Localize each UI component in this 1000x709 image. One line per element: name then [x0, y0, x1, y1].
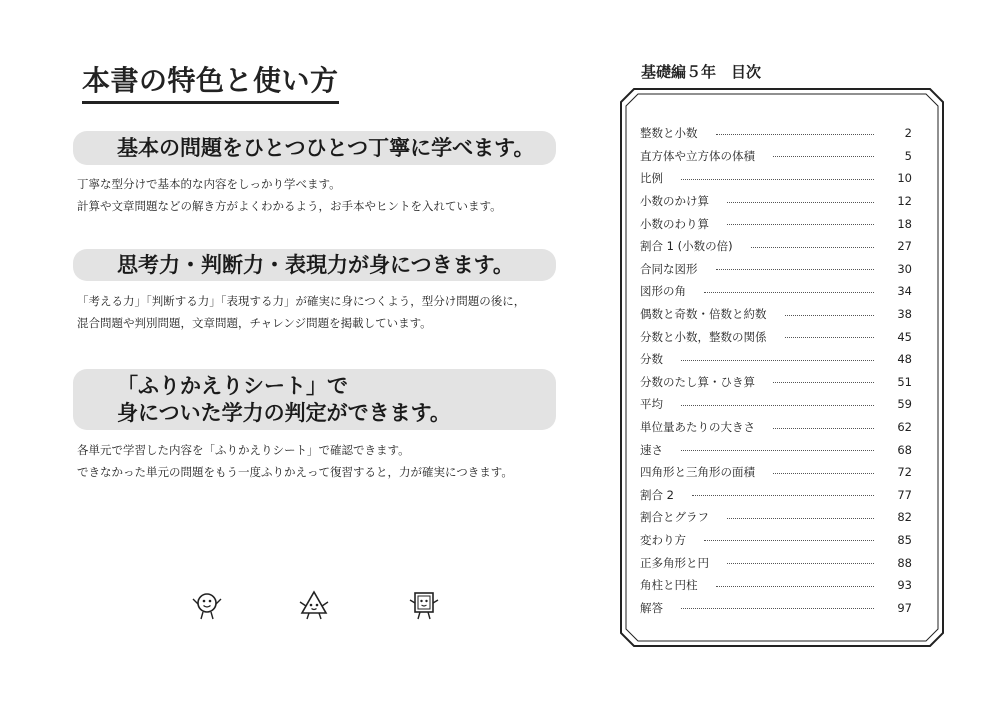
toc-item	[640, 235, 912, 258]
page-title: 本書の特色と使い方	[82, 64, 339, 104]
toc-item-page: 68	[897, 442, 912, 457]
toc-leader-dots	[681, 450, 874, 451]
feature-text-line: 「考える力」「判断する力」「表現する力」が確実に身につくよう，型分け問題の後に，	[77, 294, 526, 308]
toc-item-label: 小数のわり算	[640, 216, 709, 231]
toc-item-page: 48	[897, 352, 912, 367]
toc-item	[640, 371, 912, 394]
toc-item	[640, 416, 912, 439]
toc-item	[640, 325, 912, 348]
toc-item-page: 34	[897, 284, 912, 299]
toc-item-label: 平均	[640, 397, 663, 412]
toc-list	[640, 122, 912, 619]
toc-leader-dots	[785, 337, 875, 338]
feature-text-thinking	[77, 290, 525, 334]
toc-item-label: 正多角形と円	[640, 555, 709, 570]
toc-item	[640, 303, 912, 326]
toc-item-page: 82	[897, 510, 912, 525]
toc-item	[640, 596, 912, 619]
toc-item	[640, 348, 912, 371]
toc-leader-dots	[704, 540, 874, 541]
toc-leader-dots	[716, 586, 875, 587]
toc-leader-dots	[681, 405, 874, 406]
toc-leader-dots	[716, 269, 875, 270]
toc-item-label: 速さ	[640, 442, 663, 457]
toc-item-page: 18	[897, 216, 912, 231]
toc-item-page: 93	[897, 578, 912, 593]
toc-item-label: 比例	[640, 171, 663, 186]
toc-leader-dots	[704, 292, 874, 293]
feature-heading-thinking: 思考力・判断力・表現力が身につきます。	[73, 249, 556, 281]
toc-leader-dots	[681, 608, 874, 609]
toc-item	[640, 145, 912, 168]
toc-leader-dots	[773, 156, 874, 157]
toc-item-label: 小数のかけ算	[640, 194, 709, 209]
feature-text-basic	[77, 173, 502, 217]
feature-text-line: 計算や文章問題などの解き方がよくわかるよう，お手本やヒントを入れています。	[77, 199, 502, 213]
toc-item-page: 27	[897, 239, 912, 254]
toc-item-page: 38	[897, 307, 912, 322]
triangle-mascot-icon	[297, 588, 331, 622]
toc-item-label: 単位量あたりの大きさ	[640, 420, 755, 435]
toc-leader-dots	[727, 202, 874, 203]
toc-leader-dots	[681, 179, 874, 180]
feature-heading-basic: 基本の問題をひとつひとつ丁寧に学べます。	[73, 131, 556, 165]
toc-item-label: 偶数と奇数・倍数と約数	[640, 307, 767, 322]
toc-item-page: 30	[897, 261, 912, 276]
toc-item-page: 5	[904, 148, 912, 163]
toc-leader-dots	[773, 382, 874, 383]
toc-leader-dots	[727, 518, 874, 519]
toc-item-label: 四角形と三角形の面積	[640, 465, 755, 480]
toc-leader-dots	[773, 428, 874, 429]
toc-item-label: 分数のたし算・ひき算	[640, 374, 755, 389]
toc-item-label: 合同な図形	[640, 261, 698, 276]
feature-heading-line: 身についた学力の判定ができます。	[117, 401, 451, 425]
toc-item-page: 72	[897, 465, 912, 480]
feature-text-line: できなかった単元の問題をもう一度ふりかえって復習すると，力が確実につきます。	[77, 465, 513, 479]
toc-item-page: 59	[897, 397, 912, 412]
toc-item-page: 85	[897, 532, 912, 547]
toc-item-page: 2	[904, 126, 912, 141]
feature-heading-line: 「ふりかえりシート」で	[117, 374, 348, 398]
toc-item-label: 分数	[640, 352, 663, 367]
toc-item	[640, 461, 912, 484]
toc-item-page: 51	[897, 374, 912, 389]
toc-item-label: 分数と小数，整数の関係	[640, 329, 767, 344]
feature-text-line: 混合問題や判別問題，文章問題，チャレンジ問題を掲載しています。	[77, 316, 432, 330]
toc-item-label: 図形の角	[640, 284, 686, 299]
toc-item	[640, 438, 912, 461]
toc-leader-dots	[681, 360, 874, 361]
toc-item	[640, 122, 912, 145]
toc-item	[640, 506, 912, 529]
toc-leader-dots	[751, 247, 874, 248]
toc-item	[640, 574, 912, 597]
toc-title: 基礎編５年 目次	[641, 63, 762, 81]
toc-item-label: 割合とグラフ	[640, 510, 709, 525]
square-mascot-icon	[407, 588, 441, 622]
toc-item-label: 整数と小数	[640, 126, 698, 141]
toc-leader-dots	[727, 563, 874, 564]
toc-leader-dots	[727, 224, 874, 225]
toc-item	[640, 393, 912, 416]
toc-item-page: 62	[897, 420, 912, 435]
toc-item	[640, 167, 912, 190]
toc-leader-dots	[692, 495, 874, 496]
toc-item-page: 77	[897, 487, 912, 502]
toc-item-label: 変わり方	[640, 532, 686, 547]
toc-item-page: 88	[897, 555, 912, 570]
toc-item-page: 97	[897, 600, 912, 615]
toc-item-page: 45	[897, 329, 912, 344]
feature-text-review	[77, 439, 513, 483]
feature-heading-review	[73, 369, 556, 430]
toc-item	[640, 258, 912, 281]
toc-item	[640, 190, 912, 213]
round-face-mascot-icon	[190, 588, 224, 622]
feature-text-line: 丁寧な型分けで基本的な内容をしっかり学べます。	[77, 177, 341, 191]
toc-item-label: 割合 2	[640, 487, 674, 502]
toc-leader-dots	[773, 473, 874, 474]
toc-item-page: 12	[897, 194, 912, 209]
feature-text-line: 各単元で学習した内容を「ふりかえりシート」で確認できます。	[77, 443, 410, 457]
toc-item	[640, 484, 912, 507]
toc-leader-dots	[716, 134, 875, 135]
toc-item	[640, 280, 912, 303]
toc-item-page: 10	[897, 171, 912, 186]
toc-item	[640, 551, 912, 574]
toc-item-label: 解答	[640, 600, 663, 615]
toc-item	[640, 529, 912, 552]
toc-item-label: 直方体や立方体の体積	[640, 148, 755, 163]
toc-item-label: 角柱と円柱	[640, 578, 698, 593]
toc-leader-dots	[785, 315, 875, 316]
toc-item-label: 割合 1 (小数の倍)	[640, 239, 733, 254]
toc-item	[640, 212, 912, 235]
